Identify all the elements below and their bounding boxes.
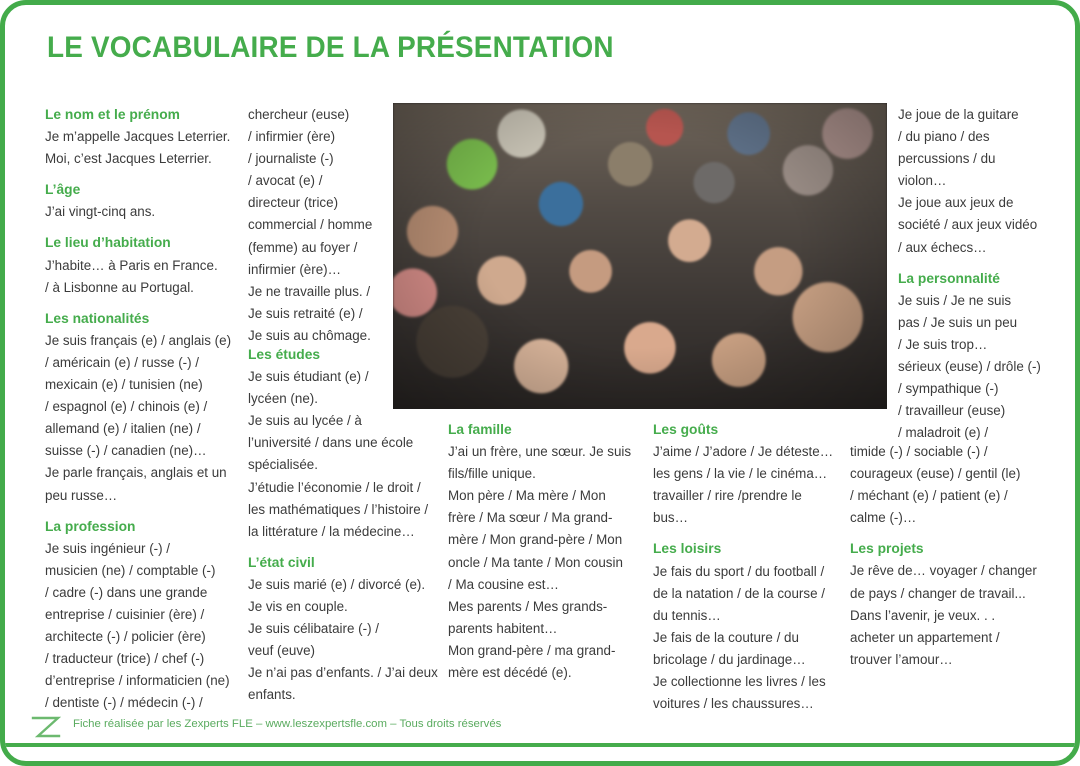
vocab-line: du tennis… (653, 607, 721, 623)
vocab-block (898, 104, 1050, 259)
vocab-line: Mon père / Ma mère / Mon (448, 488, 606, 504)
vocab-line: mexicain (e) / tunisien (ne) (45, 377, 203, 393)
vocab-block (448, 419, 646, 684)
vocab-line: / américain (e) / russe (-) / (45, 354, 200, 370)
vocab-line: J’aime / J’adore / Je déteste… (653, 444, 834, 460)
vocab-block (45, 516, 245, 715)
zexperts-z-logo-icon (29, 709, 63, 743)
vocab-block (248, 104, 393, 347)
vocab-line: Je suis au chômage. (248, 327, 371, 343)
vocab-line: parents habitent… (448, 620, 558, 636)
vocab-line: Moi, c’est Jacques Leterrier. (45, 151, 212, 167)
vocab-line: / dentiste (-) / médecin (-) / (45, 695, 203, 711)
vocab-line: J’ai vingt-cinq ans. (45, 204, 156, 220)
vocab-line: / sympathique (-) (898, 381, 999, 397)
vocab-line: fils/fille unique. (448, 466, 536, 482)
vocab-line: (femme) au foyer / (248, 239, 358, 255)
vocab-block-heading: Les loisirs (653, 541, 722, 557)
vocab-line: mère / Mon grand-père / Mon (448, 532, 623, 548)
vocab-block (45, 232, 245, 298)
vocab-block-heading: L’état civil (248, 554, 315, 570)
vocab-line: J’ai un frère, une sœur. Je suis (448, 444, 632, 460)
vocab-line: Je suis retraité (e) / (248, 305, 363, 321)
vocab-line: musicien (ne) / comptable (-) (45, 562, 216, 578)
vocab-line: architecte (-) / policier (ère) (45, 629, 206, 645)
vocab-line: Je fais de la couture / du (653, 629, 799, 645)
page-title: LE VOCABULAIRE DE LA PRÉSENTATION (47, 31, 614, 64)
vocab-line: / infirmier (ère) (248, 129, 336, 145)
vocab-line: bus… (653, 510, 688, 526)
vocab-line: d’entreprise / informaticien (ne) (45, 673, 230, 689)
vocab-line: Je suis français (e) / anglais (e) (45, 332, 232, 348)
vocab-line: mère est décédé (e). (448, 665, 572, 681)
vocab-line: peu russe… (45, 487, 118, 503)
vocab-line: les gens / la vie / le cinéma… (653, 466, 828, 482)
crowd-photo (393, 103, 887, 409)
vocab-block (850, 538, 1055, 671)
vocab-line: sérieux (euse) / drôle (-) (898, 359, 1041, 375)
column-personality-projects (850, 441, 1055, 671)
vocab-line: Je joue de la guitare (898, 107, 1019, 122)
vocab-line: Je collectionne les livres / les (653, 674, 826, 690)
vocab-line: Je parle français, anglais et un (45, 465, 227, 481)
vocab-line: frère / Ma sœur / Ma grand- (448, 510, 613, 526)
vocab-line: / méchant (e) / patient (e) / (850, 488, 1008, 504)
column-identity (45, 104, 245, 714)
vocab-line: allemand (e) / italien (ne) / (45, 421, 201, 437)
vocab-line: Je joue aux jeux de (898, 195, 1014, 211)
vocab-line: de la natation / de la course / (653, 585, 825, 601)
footer-divider (5, 743, 1075, 747)
column-music-personality (898, 104, 1050, 444)
vocab-line: infirmier (ère)… (248, 261, 341, 277)
vocab-line: Je m’appelle Jacques Leterrier. (45, 129, 231, 145)
vocab-line: pas / Je suis un peu (898, 314, 1018, 330)
vocab-line: / avocat (e) / (248, 173, 323, 189)
vocab-block (45, 179, 245, 223)
vocab-line: les mathématiques / l’histoire / (248, 501, 429, 517)
vocab-line: trouver l’amour… (850, 651, 953, 667)
vocab-line: / Ma cousine est… (448, 576, 559, 592)
vocab-line: acheter un appartement / (850, 629, 1000, 645)
vocab-line: Je rêve de… voyager / changer (850, 563, 1037, 579)
vocab-line: Je suis célibataire (-) / (248, 621, 379, 637)
vocab-line: de pays / changer de travail... (850, 585, 1026, 601)
vocab-line: voitures / les chaussures… (653, 696, 814, 712)
vocab-line: Mes parents / Mes grands- (448, 598, 608, 614)
vocab-line: courageux (euse) / gentil (le) (850, 466, 1021, 482)
vocab-line: spécialisée. (248, 457, 318, 473)
vocab-line: Je suis marié (e) / divorcé (e). (248, 576, 426, 592)
vocab-line: Je vis en couple. (248, 599, 348, 615)
vocab-block-heading: L’âge (45, 182, 81, 198)
vocab-block (898, 268, 1050, 445)
vocab-line: bricolage / du jardinage… (653, 651, 806, 667)
vocab-line: / journaliste (-) (248, 151, 334, 167)
vocab-line: Je ne travaille plus. / (248, 283, 371, 299)
vocab-line: lycéen (ne). (248, 391, 318, 407)
vocab-line: veuf (euve) (248, 643, 315, 659)
vocab-line: oncle / Ma tante / Mon cousin (448, 554, 623, 570)
vocab-block-heading: Les nationalités (45, 310, 150, 326)
vocab-line: / Je suis trop… (898, 336, 988, 352)
vocab-block (653, 538, 845, 715)
vocab-block (248, 552, 446, 707)
vocab-line: / travailleur (euse) (898, 403, 1006, 419)
vocab-block-heading: Les projets (850, 541, 924, 557)
footer (5, 707, 1075, 747)
vocab-block (850, 441, 1055, 529)
vocab-line: violon… (898, 173, 947, 189)
vocab-line: Dans l’avenir, je veux. . . (850, 607, 996, 623)
vocab-line: / traducteur (trice) / chef (-) (45, 651, 205, 667)
vocab-line: société / aux jeux vidéo (898, 217, 1038, 233)
vocab-line: / du piano / des (898, 129, 990, 145)
vocab-block (45, 104, 245, 170)
vocab-line: l’université / dans une école (248, 435, 414, 451)
vocab-line: Je fais du sport / du football / (653, 563, 825, 579)
vocab-line: chercheur (euse) (248, 107, 350, 122)
vocab-line: suisse (-) / canadien (ne)… (45, 443, 207, 459)
footer-credit: Fiche réalisée par les Zexperts FLE – www.leszexpertsfle.com – Tous droits réservés (73, 718, 502, 730)
vocab-line: Mon grand-père / ma grand- (448, 642, 616, 658)
vocab-line: Je suis étudiant (e) / (248, 369, 369, 385)
vocab-line: / à Lisbonne au Portugal. (45, 279, 194, 295)
vocab-block-heading: La personnalité (898, 270, 1000, 286)
vocab-line: J’étudie l’économie / le droit / (248, 479, 421, 495)
vocab-line: Je suis ingénieur (-) / (45, 540, 171, 556)
vocab-line: / cadre (-) dans une grande (45, 584, 208, 600)
vocab-block-heading: Les études (248, 347, 321, 362)
vocab-block-heading: La famille (448, 422, 512, 437)
vocab-block (45, 308, 245, 507)
vocab-line: calme (-)… (850, 510, 917, 526)
vocab-block-heading: Le nom et le prénom (45, 107, 180, 122)
column-tastes-hobbies (653, 419, 845, 715)
vocab-line: percussions / du (898, 151, 996, 167)
vocab-line: enfants. (248, 687, 296, 703)
vocab-block-heading: Le lieu d’habitation (45, 235, 171, 251)
crowd-photo-vignette (393, 103, 887, 409)
vocab-line: Je n’ai pas d’enfants. / J’ai deux (248, 665, 438, 681)
vocab-line: commercial / homme (248, 217, 373, 233)
vocab-line: J’habite… à Paris en France. (45, 257, 218, 273)
vocab-line: / maladroit (e) / (898, 425, 989, 441)
vocab-line: / aux échecs… (898, 239, 987, 255)
vocab-line: Je suis au lycée / à (248, 413, 362, 429)
vocab-block (653, 419, 845, 529)
vocab-line: entreprise / cuisinier (ère) / (45, 606, 205, 622)
vocab-line: timide (-) / sociable (-) / (850, 444, 988, 459)
column-family (448, 419, 646, 684)
vocab-block-heading: Les goûts (653, 422, 719, 437)
vocab-line: travailler / rire /prendre le (653, 488, 802, 504)
vocab-block-heading: La profession (45, 518, 136, 534)
vocab-line: / espagnol (e) / chinois (e) / (45, 399, 208, 415)
column-professions (248, 104, 393, 347)
vocab-line: directeur (trice) (248, 195, 339, 211)
vocab-line: Je suis / Je ne suis (898, 292, 1012, 308)
vocab-line: la littérature / la médecine… (248, 523, 415, 539)
